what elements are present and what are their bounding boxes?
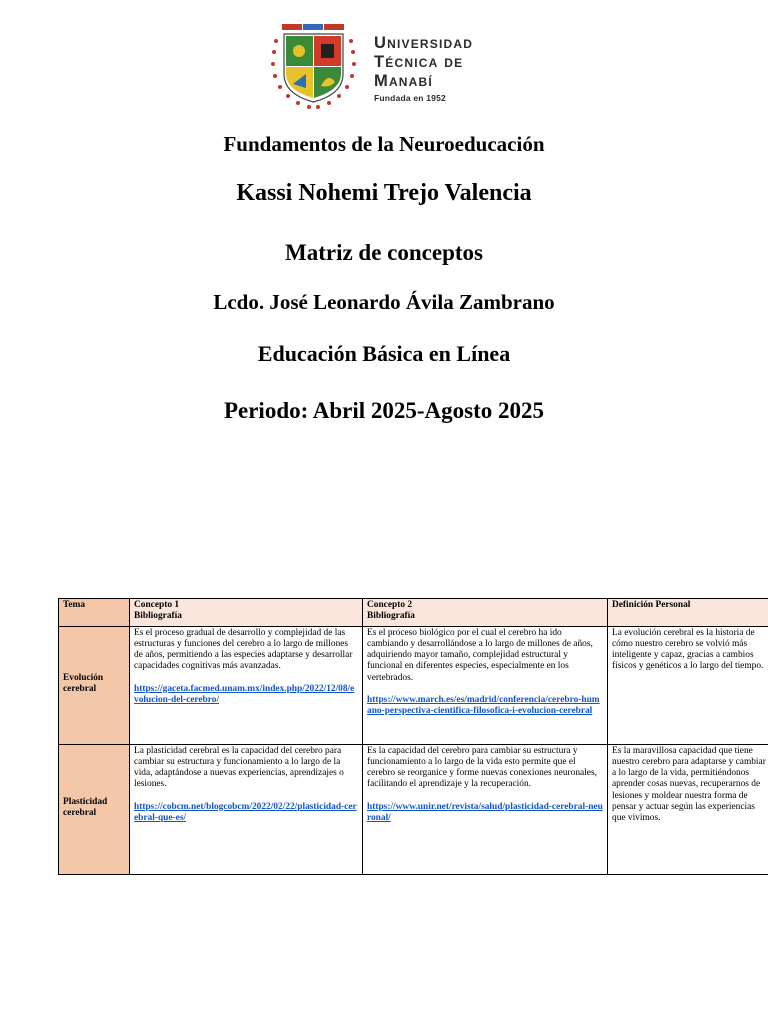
- concepto1-link[interactable]: https://cobcm.net/blogcobcm/2022/02/22/plasticidad-cerebral-que-es/: [134, 801, 357, 824]
- row-concepto1: [130, 626, 363, 744]
- concepto1-text: La plasticidad cerebral es la capacidad del cerebro para cambiar su estructura y funcionamiento a lo largo de la vida, adaptándose a nuevas experiencias, aprendizajes o lesiones.: [134, 745, 344, 790]
- header-concepto2: [363, 599, 608, 627]
- row-topic: Plasticidad cerebral: [59, 744, 130, 874]
- founded-text: Fundada en 1952: [374, 93, 446, 103]
- university-name-line3: Manabí: [374, 72, 433, 90]
- concepto2-text: Es el proceso biológico por el cual el cerebro ha ido cambiando y desarrollándose a lo largo de millones de años, adquiriendo mayor tamaño, complejidad estructural y funcional en diferentes especies, especialmente en los vertebrados.: [367, 627, 593, 683]
- concepto2-link[interactable]: https://www.unir.net/revista/salud/plasticidad-cerebral-neuronal/: [367, 801, 603, 824]
- concepto2-link[interactable]: https://www.march.es/es/madrid/conferencia/cerebro-humano-perspectiva-cientifica-filosofica-i-evolucion-cerebral: [367, 695, 600, 717]
- row-topic: Evolución cerebral: [59, 626, 130, 744]
- university-name-line2: Técnica de: [374, 53, 464, 71]
- concepto1-link[interactable]: https://gaceta.facmed.unam.mx/index.php/2022/12/08/evolucion-del-cerebro/: [134, 683, 355, 706]
- concepto2-text: Es la capacidad del cerebro para cambiar su estructura y funcionamiento a lo largo de la vida esto permite que el cerebro se reorganice y forme nuevas conexiones neuronales, facilitando el aprendizaje y la recuperación.: [367, 745, 597, 790]
- concept-matrix-table: [58, 598, 768, 875]
- table-header-row: [59, 599, 768, 627]
- header-concepto1-sub: Bibliografía: [134, 611, 182, 622]
- university-name-line1: Universidad: [374, 34, 474, 52]
- header-concepto1: [130, 599, 363, 627]
- assignment-title: Matriz de conceptos: [285, 240, 483, 265]
- row-concepto2: [363, 744, 608, 874]
- university-name: [374, 34, 473, 103]
- header-concepto2-label: Concepto 2: [367, 600, 413, 610]
- program-name: Educación Básica en Línea: [257, 341, 511, 366]
- row-concepto1: [130, 744, 363, 874]
- course-title: Fundamentos de la Neuroeducación: [223, 132, 545, 156]
- header-personal: Definición Personal: [608, 599, 768, 627]
- period-text: Periodo: Abril 2025-Agosto 2025: [223, 398, 545, 423]
- row-concepto2: [363, 626, 608, 744]
- concepto1-text: Es el proceso gradual de desarrollo y complejidad de las estructuras y funciones del cerebro a lo largo de millones de años, permitiendo a las especies adaptarse y desarrollar capacidades cognitivas más avanzadas.: [134, 627, 353, 672]
- row-personal: Es la maravillosa capacidad que tiene nuestro cerebro para adaptarse y cambiar a lo largo de la vida, permitiéndonos aprender cosas nuevas, recuperarnos de lesiones y moldear nuestra forma de pensar y actuar según las experiencias que vivimos.: [608, 744, 768, 874]
- header-tema: Tema: [59, 599, 130, 627]
- university-logo: [266, 22, 506, 112]
- teacher-name: Lcdo. José Leonardo Ávila Zambrano: [213, 290, 555, 314]
- student-name: Kassi Nohemi Trejo Valencia: [236, 180, 532, 206]
- row-personal: La evolución cerebral es la historia de cómo nuestro cerebro se volvió más inteligente y capaz, gracias a cambios físicos y genéticos a lo largo del tiempo.: [608, 626, 768, 744]
- header-concepto1-label: Concepto 1: [134, 600, 180, 610]
- table-row: [59, 744, 768, 874]
- table-row: [59, 626, 768, 744]
- university-shield-icon: [266, 22, 361, 112]
- header-concepto2-sub: Bibliografía: [367, 611, 415, 622]
